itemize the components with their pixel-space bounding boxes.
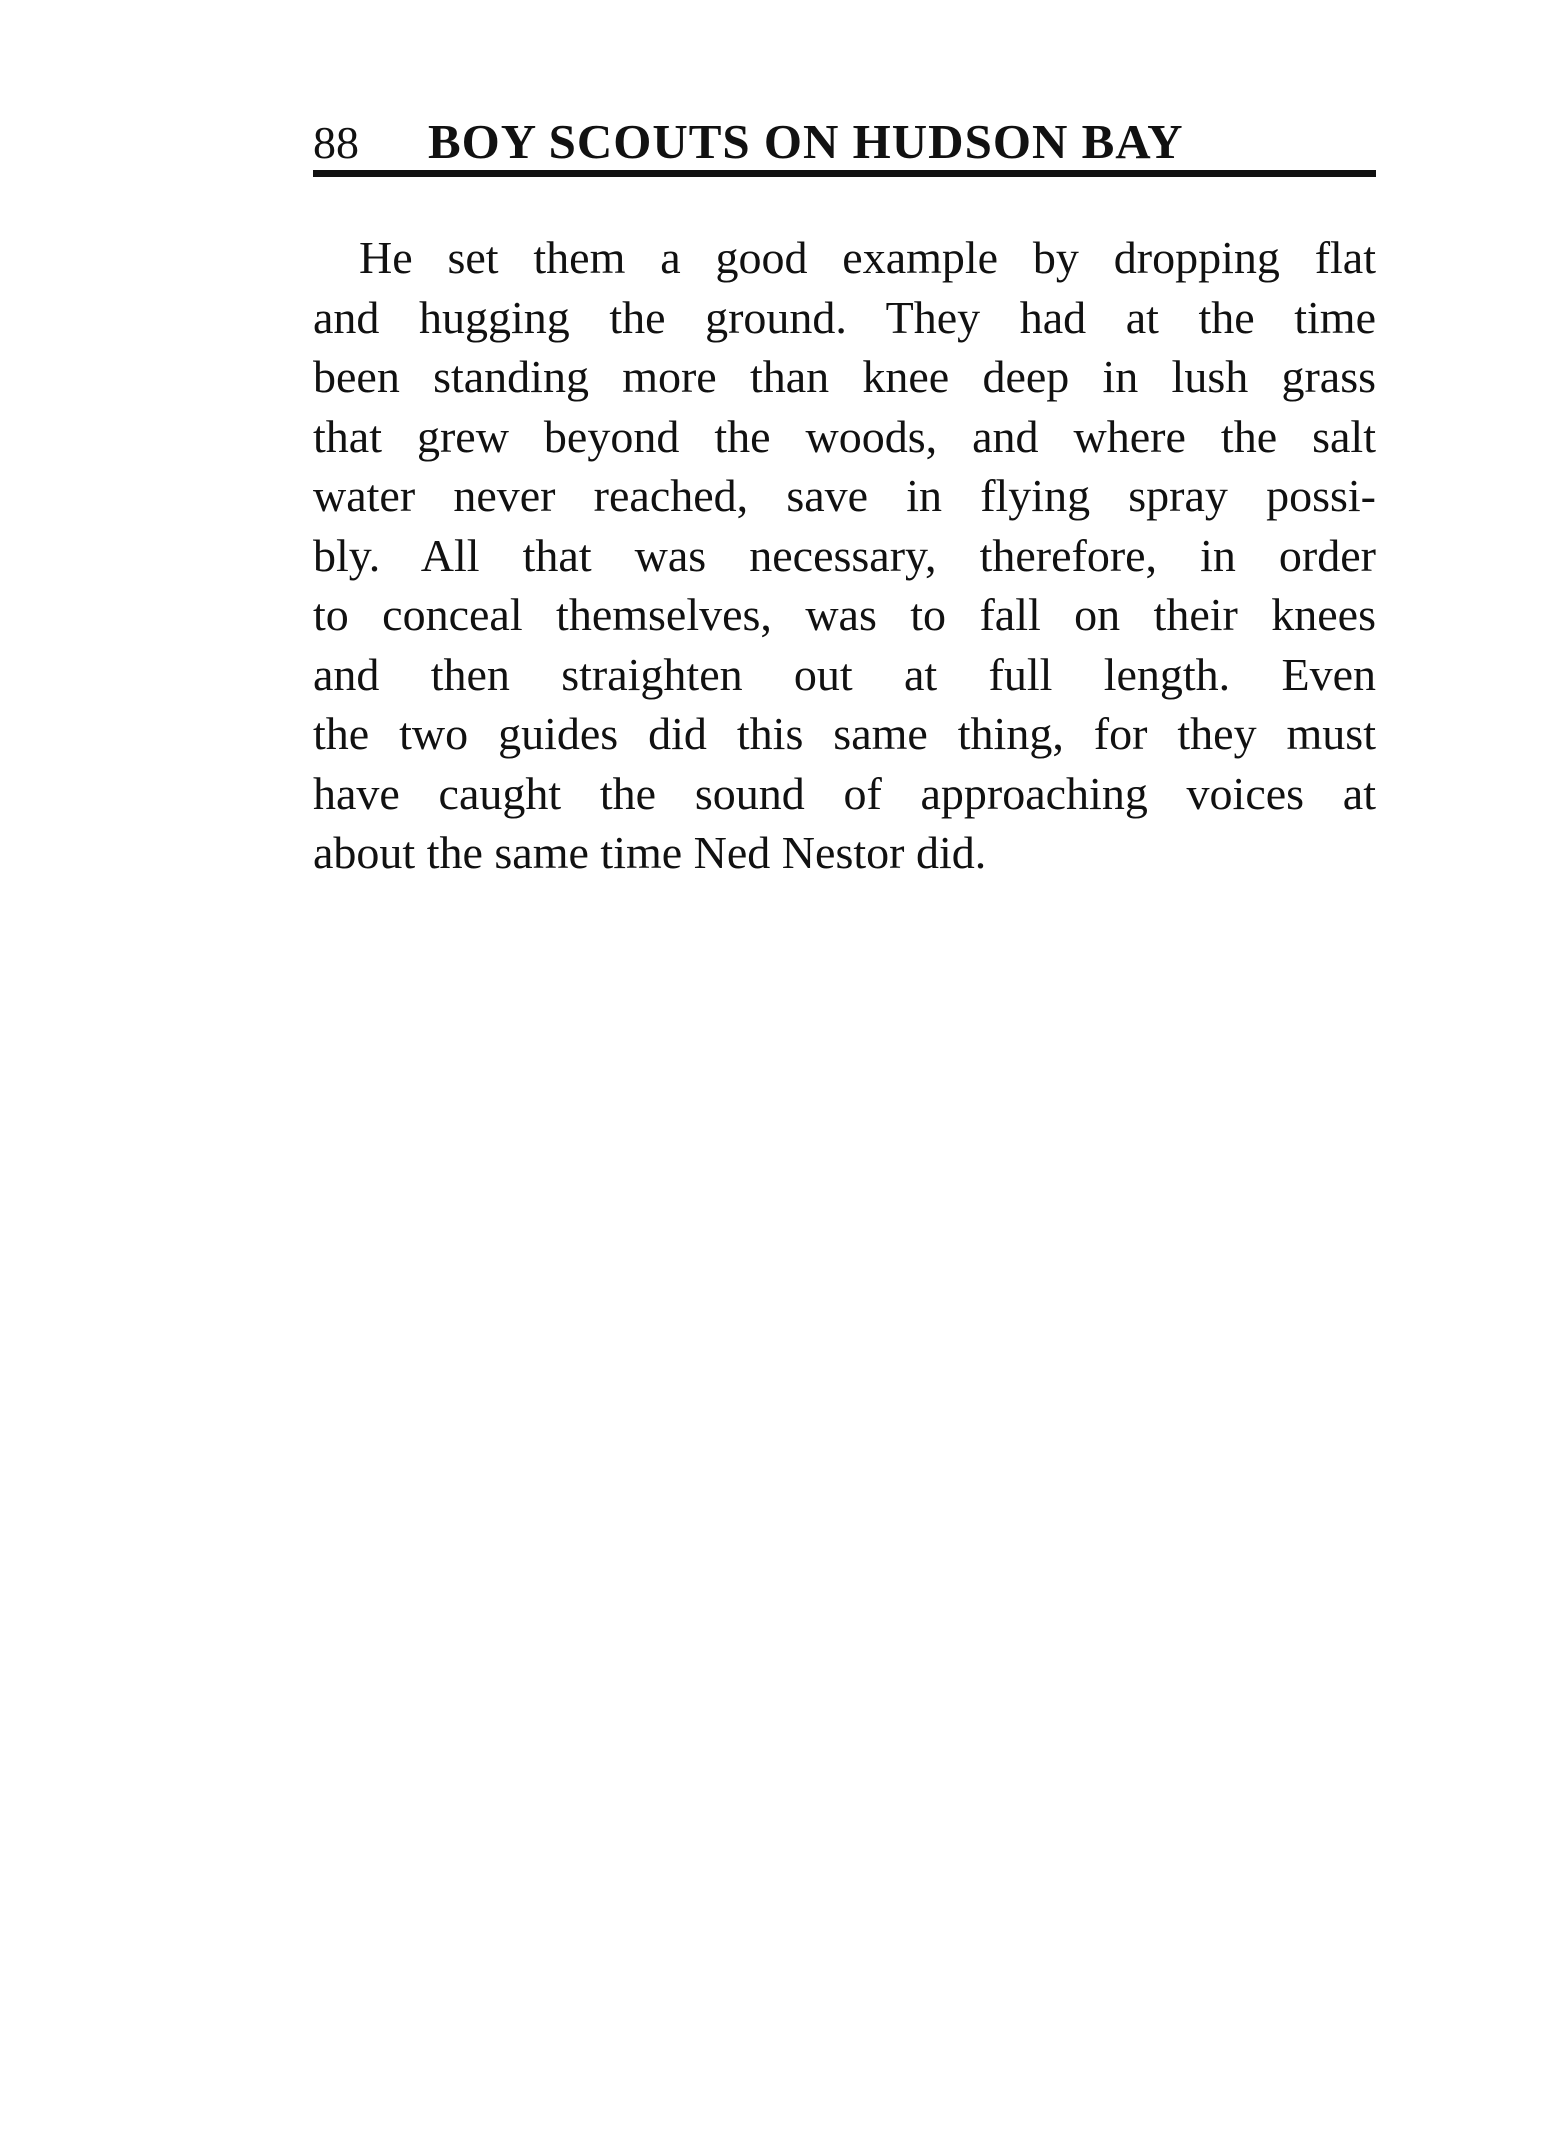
text-line: and hugging the ground. They had at the time	[313, 291, 1376, 343]
text-line: water never reached, save in flying spray possi-	[313, 470, 1376, 521]
text-line: been standing more than knee deep in lush grass	[313, 351, 1376, 402]
body-paragraph	[313, 228, 1376, 883]
text-line: that grew beyond the woods, and where the salt	[313, 410, 1376, 462]
text-line: have caught the sound of approaching voices at	[313, 767, 1376, 819]
running-title: BOY SCOUTS ON HUDSON BAY	[428, 114, 1184, 169]
text-line: about the same time Ned Nestor did.	[313, 827, 987, 878]
text-line: and then straighten out at full length. Even	[313, 648, 1376, 700]
text-line: to conceal themselves, was to fall on their knees	[313, 589, 1376, 640]
running-head	[313, 112, 1376, 172]
text-line: He set them a good example by dropping flat	[359, 232, 1376, 283]
text-line: the two guides did this same thing, for they must	[313, 708, 1376, 759]
text-line: bly. All that was necessary, therefore, in order	[313, 529, 1376, 581]
page-number: 88	[313, 117, 359, 168]
header-rule	[313, 170, 1376, 177]
